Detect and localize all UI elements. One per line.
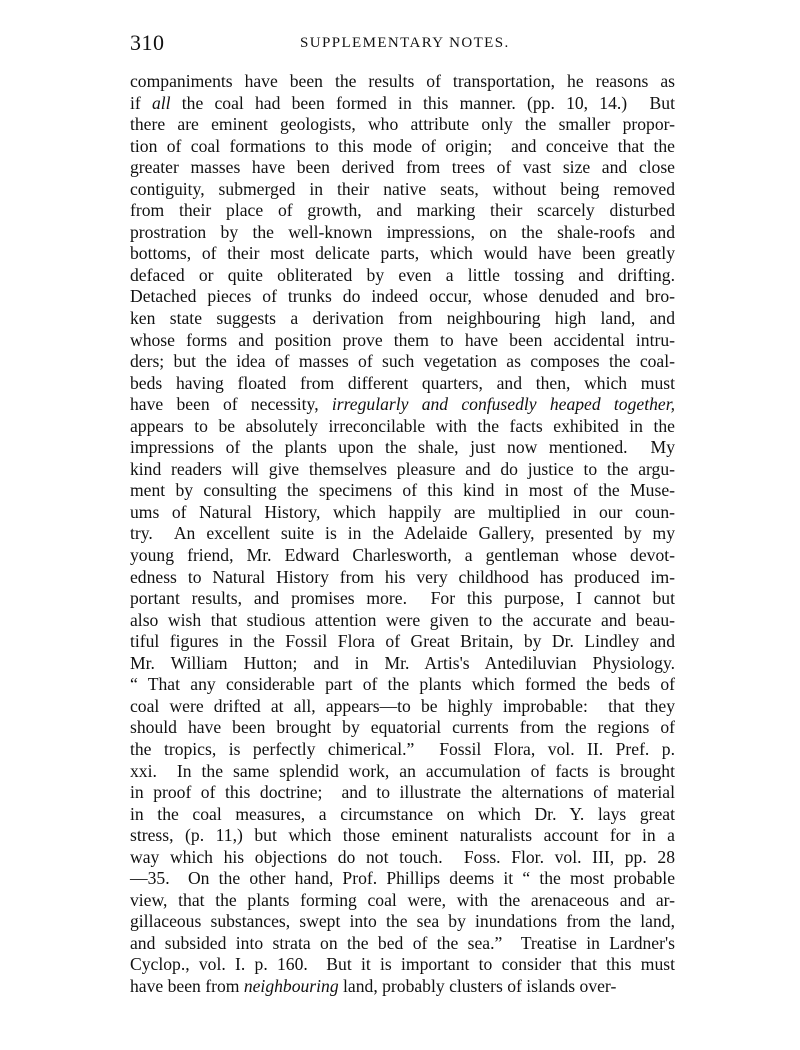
text-line [130,200,675,222]
text-segment: view, that the plants forming coal were, with the arenaceous and ar- [130,889,675,910]
text-segment: ums of Natural History, which happily are multiplied in our coun- [130,501,675,522]
text-line [130,394,675,416]
text-segment: tion of coal formations to this mode of origin; and conceive that the [130,135,675,156]
text-line [130,330,675,352]
text-line [130,308,675,330]
text-segment: coal were drifted at all, appears—to be highly improbable: that they [130,695,675,716]
page-number: 310 [130,30,165,55]
text-segment: contiguity, submerged in their native seats, without being removed [130,178,675,199]
text-segment: tiful figures in the Fossil Flora of Great Britain, by Dr. Lindley and [130,631,675,652]
text-segment: beds having floated from different quarters, and then, which must [130,372,675,393]
running-title: SUPPLEMENTARY NOTES. [300,35,510,51]
text-line [130,954,675,976]
text-line [130,459,675,481]
text-line [130,437,675,459]
text-segment: gillaceous substances, swept into the sea by inundations from the land, [130,911,675,932]
text-segment: bottoms, of their most delicate parts, which would have been greatly [130,243,675,264]
text-segment: young friend, Mr. Edward Charlesworth, a gentleman whose devot- [130,545,675,566]
italic-phrase: irregularly and confusedly heaped together, [331,394,675,415]
text-segment: —35. On the other hand, Prof. Phillips deems it “ the most probable [130,868,675,889]
text-line [130,761,675,783]
text-segment: kind readers will give themselves pleasure and do justice to the argu- [130,458,675,479]
text-line [130,157,675,179]
text-segment: greater masses have been derived from trees of vast size and close [130,157,675,178]
text-line [130,868,675,890]
text-line [130,976,675,998]
text-line [130,71,675,93]
text-segment: Cyclop., vol. I. p. 160. But it is important to consider that this must [130,954,675,975]
text-segment: appears to be absolutely irreconcilable with the facts exhibited in the [130,415,675,436]
text-line [130,804,675,826]
italic-phrase: all [151,92,171,113]
text-segment: companiments have been the results of transportation, he reasons as [130,71,675,91]
text-segment: have been from [130,975,244,996]
text-line [130,114,675,136]
text-line [130,243,675,265]
running-head [130,30,675,58]
text-line [130,93,675,115]
text-line [130,545,675,567]
text-line [130,265,675,287]
text-line [130,179,675,201]
text-line [130,825,675,847]
text-line [130,674,675,696]
text-line [130,631,675,653]
text-segment: if [130,92,152,113]
text-line [130,739,675,761]
text-segment: defaced or quite obliterated by even a little tossing and drifting. [130,264,675,285]
text-line [130,847,675,869]
text-line [130,933,675,955]
text-line [130,502,675,524]
text-segment: from their place of growth, and marking their scarcely disturbed [130,200,675,221]
text-segment: and subsided into strata on the bed of the sea.” Treatise in Lardner's [130,932,675,953]
text-segment: land, probably clusters of islands over- [338,975,617,996]
text-segment: impressions of the plants upon the shale, just now mentioned. My [130,437,675,458]
text-segment: ken state suggests a derivation from neighbouring high land, and [130,308,675,329]
text-segment: in proof of this doctrine; and to illustrate the alternations of material [130,782,675,803]
text-line [130,286,675,308]
text-line [130,373,675,395]
text-segment: edness to Natural History from his very childhood has produced im- [130,566,675,587]
text-line [130,782,675,804]
text-segment: whose forms and position prove them to have been accidental intru- [130,329,675,350]
text-segment: way which his objections do not touch. Foss. Flor. vol. III, pp. 28 [130,846,675,867]
text-line [130,480,675,502]
text-line [130,717,675,739]
text-segment: prostration by the well-known impressions, on the shale-roofs and [130,221,675,242]
text-segment: should have been brought by equatorial currents from the regions of [130,717,675,738]
text-segment: “ That any considerable part of the plants which formed the beds of [130,674,675,695]
text-segment: also wish that studious attention were given to the accurate and beau- [130,609,675,630]
text-segment: in the coal measures, a circumstance on which Dr. Y. lays great [130,803,675,824]
text-segment: the coal had been formed in this manner. (pp. 10, 14.) But [170,92,675,113]
text-segment: Detached pieces of trunks do indeed occur, whose denuded and bro- [130,286,675,307]
text-segment: ment by consulting the specimens of this kind in most of the Muse- [130,480,675,501]
text-line [130,136,675,158]
text-line [130,911,675,933]
text-line [130,890,675,912]
text-segment: have been of necessity, [130,394,332,415]
text-line [130,567,675,589]
body-text [130,71,675,998]
text-line [130,351,675,373]
text-segment: ders; but the idea of masses of such vegetation as composes the coal- [130,351,675,372]
text-line [130,610,675,632]
text-line [130,588,675,610]
text-line [130,653,675,675]
text-segment: there are eminent geologists, who attribute only the smaller propor- [130,114,675,135]
text-segment: the tropics, is perfectly chimerical.” Fossil Flora, vol. II. Pref. p. [130,738,675,759]
text-segment: try. An excellent suite is in the Adelaide Gallery, presented by my [130,523,675,544]
text-segment: stress, (p. 11,) but which those eminent naturalists account for in a [130,825,675,846]
text-line [130,696,675,718]
text-line [130,222,675,244]
italic-phrase: neighbouring [243,975,339,996]
text-segment: Mr. William Hutton; and in Mr. Artis's Antediluvian Physiology. [130,652,675,673]
text-line [130,523,675,545]
text-segment: portant results, and promises more. For this purpose, I cannot but [130,588,675,609]
text-segment: xxi. In the same splendid work, an accumulation of facts is brought [130,760,675,781]
text-line [130,416,675,438]
